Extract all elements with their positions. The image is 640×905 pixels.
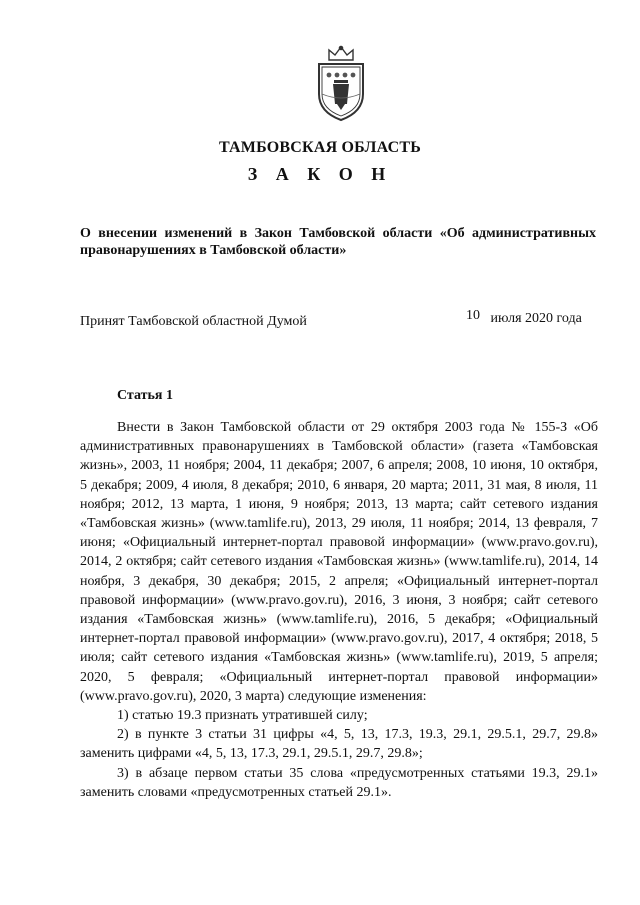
adoption-text: Принят Тамбовской областной Думой <box>80 314 307 329</box>
document-type-heading: З А К О Н <box>247 164 393 184</box>
amendment-item: 1) статью 19.3 признать утратившей силу; <box>117 708 368 724</box>
amendment-item: 3) в абзаце первом статьи 35 слова «предусмотренных статьями 19.3, 29.1» заменить словами «предусмотренных статьей 29.1». <box>80 765 598 800</box>
adoption-date <box>466 308 582 327</box>
adoption-month-year: июля 2020 года <box>490 311 582 326</box>
coat-of-arms-emblem-icon <box>312 44 370 122</box>
amendment-item: 2) в пункте 3 статьи 31 цифры «4, 5, 13, 17.3, 19.3, 29.1, 29.5.1, 29.7, 29.8» заменить цифрами «4, 5, 13, 17.3, 29.1, 29.5.1, 29.7, 29.8»; <box>80 727 598 762</box>
article-intro-paragraph: Внести в Закон Тамбовской области от 29 октября 2003 года № 155-З «Об административных правонарушениях в Тамбовской области» (газета «Тамбовская жизнь», 2003, 11 ноября; 2004, 11 декабря; 2007, 6 апреля; 2008, 10 июня, 10 октября, 5 декабря; 2009, 4 июля, 8 декабря; 2010, 6 января, 20 марта; 2011, 31 мая, 8 июля, 11 ноября; 2012, 13 марта, 1 июня, 9 ноября; 2013, 13 марта; сайт сетевого издания «Тамбовская жизнь» (www.tamlife.ru), 2013, 29 июля, 11 ноября; 2014, 13 февраля, 7 июня; «Официальный интернет-портал правовой информации» (www.pravo.gov.ru), 2014, 2 октября; сайт сетевого издания «Тамбовская жизнь» (www.tamlife.ru), 2014, 14 ноября, 3 декабря, 30 декабря; 2015, 2 апреля; «Официальный интернет-портал правовой информации» (www.pravo.gov.ru), 2016, 3 июня, 3 ноября; сайт сетевого издания «Тамбовская жизнь» (www.tamlife.ru), 2016, 5 декабря; «Официальный интернет-портал правовой информации» (www.pravo.gov.ru), 2017, 4 октября; 2018, 5 июля; сайт сетевого издания «Тамбовская жизнь» (www.tamlife.ru), 2019, 5 апреля; 2020, 5 февраля; «Официальный интернет-портал правовой информации» (www.pravo.gov.ru), 2020, 3 марта) следующие изменения: <box>80 420 598 704</box>
adoption-day: 10 <box>466 308 480 323</box>
article-heading: Статья 1 <box>117 388 173 403</box>
article-body <box>80 418 598 802</box>
law-title: О внесении изменений в Закон Тамбовской области «Об административных правонарушениях в Тамбовской области» <box>80 226 596 258</box>
region-heading: ТАМБОВСКАЯ ОБЛАСТЬ <box>218 139 422 156</box>
